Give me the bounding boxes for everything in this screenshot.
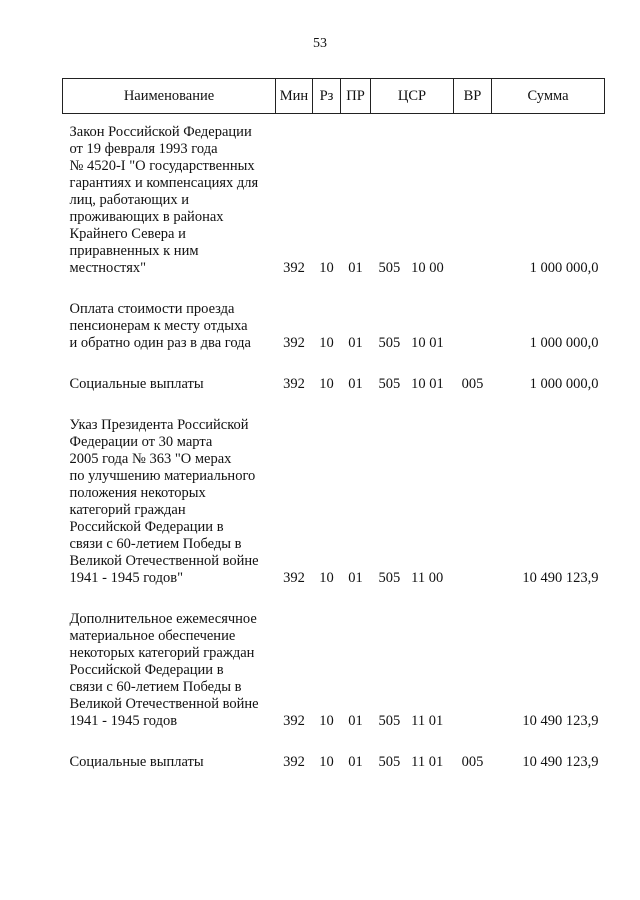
row-pr: 01 [348,570,363,586]
budget-table [62,78,605,771]
row-name [63,124,276,277]
row-name-line: положения некоторых [69,485,206,501]
row-name-line: Федерации от 30 марта [69,434,213,450]
header-name: Наименование [63,79,276,114]
header-sum: Сумма [492,79,605,114]
row-rz: 10 [319,713,334,729]
row-name-line: материальное обеспечение [69,628,236,644]
row-vr [454,124,492,277]
row-min: 392 [283,570,305,586]
row-min: 392 [283,754,305,770]
row-spacer-cell [63,393,605,417]
row-name-line: категорий граждан [69,502,186,518]
row-name [63,417,276,587]
row-spacer [63,114,605,125]
row-name-line: Великой Отечественной войне [69,696,259,712]
row-spacer [63,352,605,376]
row-name-line: некоторых категорий граждан [69,645,255,661]
row-name-line: Указ Президента Российской [69,417,249,433]
row-pr: 01 [348,713,363,729]
row-pr: 01 [348,335,363,351]
row-min: 392 [283,713,305,729]
row-name-line: Социальные выплаты [69,754,204,770]
row-vr: 005 [461,754,484,770]
row-sum: 10 490 123,9 [522,713,599,729]
row-spacer [63,277,605,301]
row-name-line: 1941 - 1945 годов [69,713,178,729]
row-name-line: Великой Отечественной войне [69,553,259,569]
row-spacer-cell [63,277,605,301]
row-name [63,611,276,730]
row-spacer [63,393,605,417]
header-csr: ЦСР [371,79,454,114]
table-header [63,79,605,114]
row-spacer-cell [63,587,605,611]
row-min: 392 [283,260,305,276]
row-name-line: гарантиях и компенсациях для [69,175,259,191]
row-spacer-cell [63,352,605,376]
row-vr: 005 [461,376,484,392]
row-rz: 10 [319,376,334,392]
row-rz: 10 [319,570,334,586]
row-name-line: 1941 - 1945 годов" [69,570,184,586]
row-min: 392 [283,335,305,351]
row-csr: 505 11 01 [378,713,444,729]
row-vr [454,417,492,587]
row-name-line: от 19 февраля 1993 года [69,141,218,157]
page-number: 53 [313,36,327,51]
header-vr: ВР [454,79,492,114]
table-row [63,754,605,771]
row-vr [454,611,492,730]
row-sum: 1 000 000,0 [529,376,599,392]
row-name-line: связи с 60-летием Победы в [69,536,242,552]
row-rz: 10 [319,335,334,351]
row-name-line: 2005 года № 363 "О мерах [69,451,232,467]
table-row [63,301,605,352]
row-csr: 505 11 01 [378,754,444,770]
row-sum: 10 490 123,9 [522,754,599,770]
row-sum: 1 000 000,0 [529,335,599,351]
row-pr: 01 [348,754,363,770]
row-csr: 505 10 01 [378,335,444,351]
row-sum: 10 490 123,9 [522,570,599,586]
row-name-line: Социальные выплаты [69,376,204,392]
row-name [63,376,276,393]
row-name-line: проживающих в районах [69,209,224,225]
row-pr: 01 [348,260,363,276]
row-vr [454,301,492,352]
row-name-line: Оплата стоимости проезда [69,301,235,317]
row-spacer-cell [63,730,605,754]
row-name-line: Российской Федерации в [69,662,224,678]
row-rz: 10 [319,754,334,770]
row-csr: 505 10 00 [378,260,444,276]
row-name-line: Крайнего Севера и [69,226,186,242]
row-csr: 505 10 01 [378,376,444,392]
row-name-line: местностях" [69,260,147,276]
row-sum: 1 000 000,0 [529,260,599,276]
row-name-line: приравненных к ним [69,243,199,259]
row-name-line: Закон Российской Федерации [69,124,252,140]
table-body [63,114,605,772]
row-csr: 505 11 00 [378,570,444,586]
row-name-line: Российской Федерации в [69,519,224,535]
table-row [63,611,605,730]
row-spacer [63,587,605,611]
row-min: 392 [283,376,305,392]
row-name [63,301,276,352]
row-name [63,754,276,771]
row-name-line: пенсионерам к месту отдыха [69,318,248,334]
row-name-line: связи с 60-летием Победы в [69,679,242,695]
header-rz: Рз [313,79,341,114]
table-row [63,417,605,587]
row-name-line: Дополнительное ежемесячное [69,611,257,627]
table-row [63,376,605,393]
row-name-line: лиц, работающих и [69,192,189,208]
row-rz: 10 [319,260,334,276]
row-spacer-cell [63,114,605,125]
row-name-line: по улучшению материального [69,468,256,484]
row-name-line: и обратно один раз в два года [69,335,251,351]
header-min: Мин [276,79,313,114]
row-spacer [63,730,605,754]
row-pr: 01 [348,376,363,392]
table-row [63,124,605,277]
row-name-line: № 4520-I "О государственных [69,158,255,174]
header-pr: ПР [341,79,371,114]
